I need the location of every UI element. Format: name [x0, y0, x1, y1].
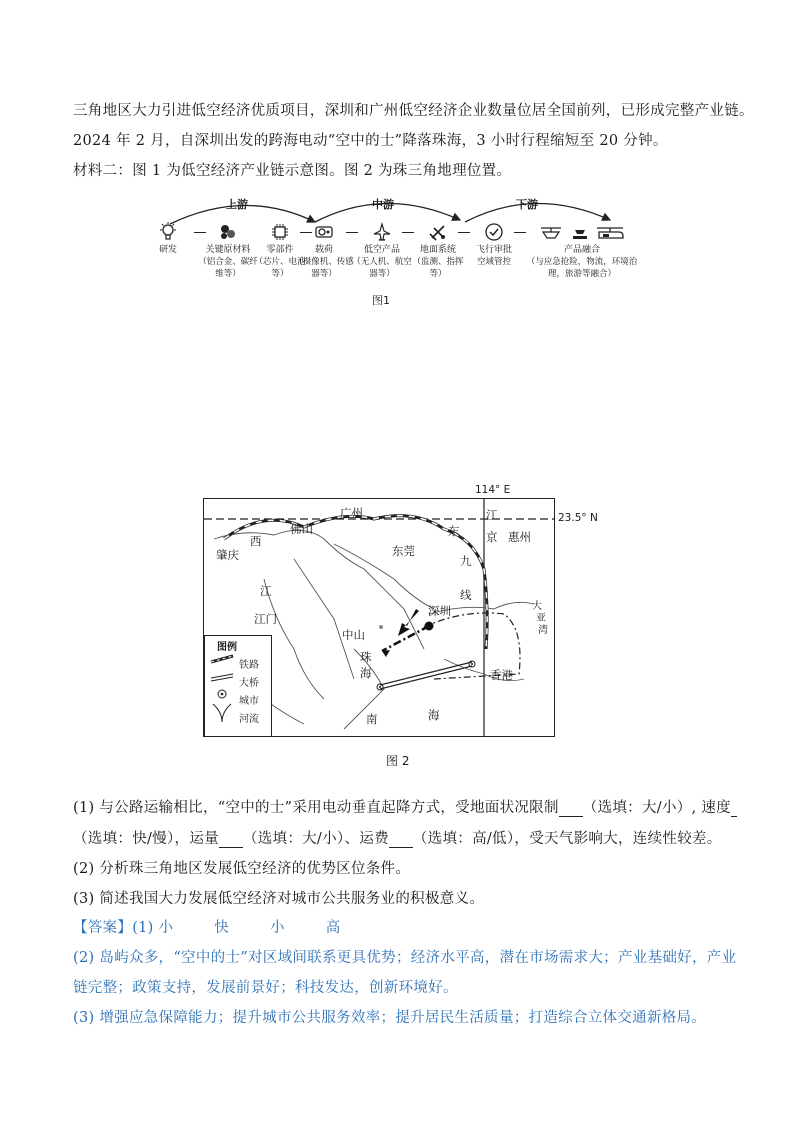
material-icon — [218, 222, 238, 242]
answer-2-line-2: 链完整；政策支持，发展前景好；科技发达，创新环境好。 — [73, 980, 458, 996]
paragraph-3: 材料二：图 1 为低空经济产业链示意图。图 2 为珠三角地理位置。 — [73, 163, 512, 179]
chain-item-research: 研发 — [138, 222, 198, 256]
plane-icon — [372, 222, 392, 242]
answer-3: (3) 增强应急保障能力；提升城市公共服务效率；提升居民生活质量；打造综合立体交通新格局。 — [73, 1010, 707, 1026]
label-shenzhen: 深圳 — [428, 604, 451, 618]
figure-1-industry-chain — [150, 188, 650, 308]
question-2: (2) 分析珠三角地区发展低空经济的优势区位条件。 — [73, 861, 411, 877]
paragraph-1: 三角地区大力引进低空经济优质项目，深圳和广州低空经济企业数量位居全国前列，已形成完整产业链。 — [73, 103, 754, 119]
question-3: (3) 简述我国大力发展低空经济对城市公共服务业的积极意义。 — [73, 891, 485, 907]
label-dong: 东 — [448, 524, 460, 538]
label-xian: 线 — [460, 588, 472, 602]
label-jing: 京 — [486, 530, 498, 544]
question-1-line-2: （选填：快/慢），运量 （选填：大/小）、运费 （选填：高/低），受天气影响大，连续性较差。 — [73, 831, 722, 847]
chain-item-materials: 关键原材料 （铝合金、碳纤维等） — [198, 222, 258, 280]
label-wan: 湾 — [538, 625, 548, 636]
chain-item-ground-system: 地面系统 （监测、指挥等） — [408, 222, 468, 280]
stage-downstream: 下游 — [516, 198, 538, 211]
label-hai: 海 — [360, 666, 372, 680]
label-jiang2: 江 — [486, 508, 498, 522]
fusion-icons — [537, 222, 627, 242]
label-nan: 南 — [366, 712, 378, 726]
label-jiang: 江 — [260, 584, 272, 598]
lon-label: 114° E — [475, 484, 511, 496]
chip-icon — [270, 222, 290, 242]
label-zhaoqing: 肇庆 — [216, 548, 239, 562]
label-da: 大 — [532, 601, 542, 612]
legend-bridge: 大桥 — [239, 678, 259, 689]
stage-upstream: 上游 — [226, 198, 248, 211]
label-guangzhou: 广州 — [340, 506, 363, 520]
legend-city: 城市 — [239, 696, 259, 707]
satellite-icon — [428, 222, 448, 242]
legend-title: 图例 — [217, 642, 237, 653]
label-jiu: 九 — [460, 554, 472, 568]
label-foshan: 佛山 — [290, 522, 313, 536]
label-zhongshan: 中山 — [342, 628, 365, 642]
label-zhu: 珠 — [360, 650, 372, 664]
label-dongguan: 东莞 — [392, 544, 415, 558]
chain-item-approval: 飞行审批 空域管控 — [464, 222, 524, 268]
label-xi: 西 — [250, 534, 262, 548]
answer-1: 【答案】(1) 小 快 小 高 — [73, 920, 341, 936]
label-jiangmen: 江门 — [254, 612, 277, 626]
lightbulb-icon — [158, 222, 178, 242]
blank-4[interactable] — [389, 835, 413, 848]
figure-2-caption: 图 2 — [386, 754, 410, 768]
map-pearl-river-delta — [203, 498, 555, 737]
question-1-line-1: (1) 与公路运输相比，“空中的士”采用电动垂直起降方式，受地面状况限制 （选填：大/小）, 速度 — [73, 796, 737, 817]
blank-1[interactable] — [559, 804, 583, 817]
chain-item-products: 低空产品 （无人机、航空器等） — [352, 222, 412, 280]
chain-item-components: 零部件 （芯片、电池等） — [250, 222, 310, 280]
check-icon — [484, 222, 504, 242]
chain-item-integration: 产品融合 （与应急抢险，物流，环境治理，旅游等融合） — [522, 222, 642, 280]
legend-symbols — [207, 652, 237, 737]
paragraph-2: 2024 年 2 月，自深圳出发的跨海电动“空中的士”降落珠海，3 小时行程缩短至 20 分钟。 — [73, 133, 668, 149]
blank-2[interactable] — [731, 804, 737, 817]
stage-midstream: 中游 — [372, 198, 394, 211]
label-ya: 亚 — [536, 613, 546, 624]
label-huizhou: 惠州 — [508, 530, 531, 544]
lat-label: 23.5° N — [558, 512, 598, 524]
answer-2-line-1: (2) 岛屿众多，“空中的士”对区域间联系更具优势；经济水平高，潜在市场需求大；产业基础好，产业 — [73, 950, 737, 966]
legend-railway: 铁路 — [239, 660, 259, 671]
chain-item-payload: 载荷 （摄像机、传感器等） — [294, 222, 354, 280]
map-legend — [204, 635, 272, 737]
figure-1-caption: 图1 — [372, 294, 390, 307]
blank-3[interactable] — [219, 835, 243, 848]
camera-icon — [314, 222, 334, 242]
legend-river: 河流 — [239, 714, 259, 725]
label-hongkong: 香港 — [490, 668, 513, 682]
label-hai2: 海 — [428, 708, 440, 722]
